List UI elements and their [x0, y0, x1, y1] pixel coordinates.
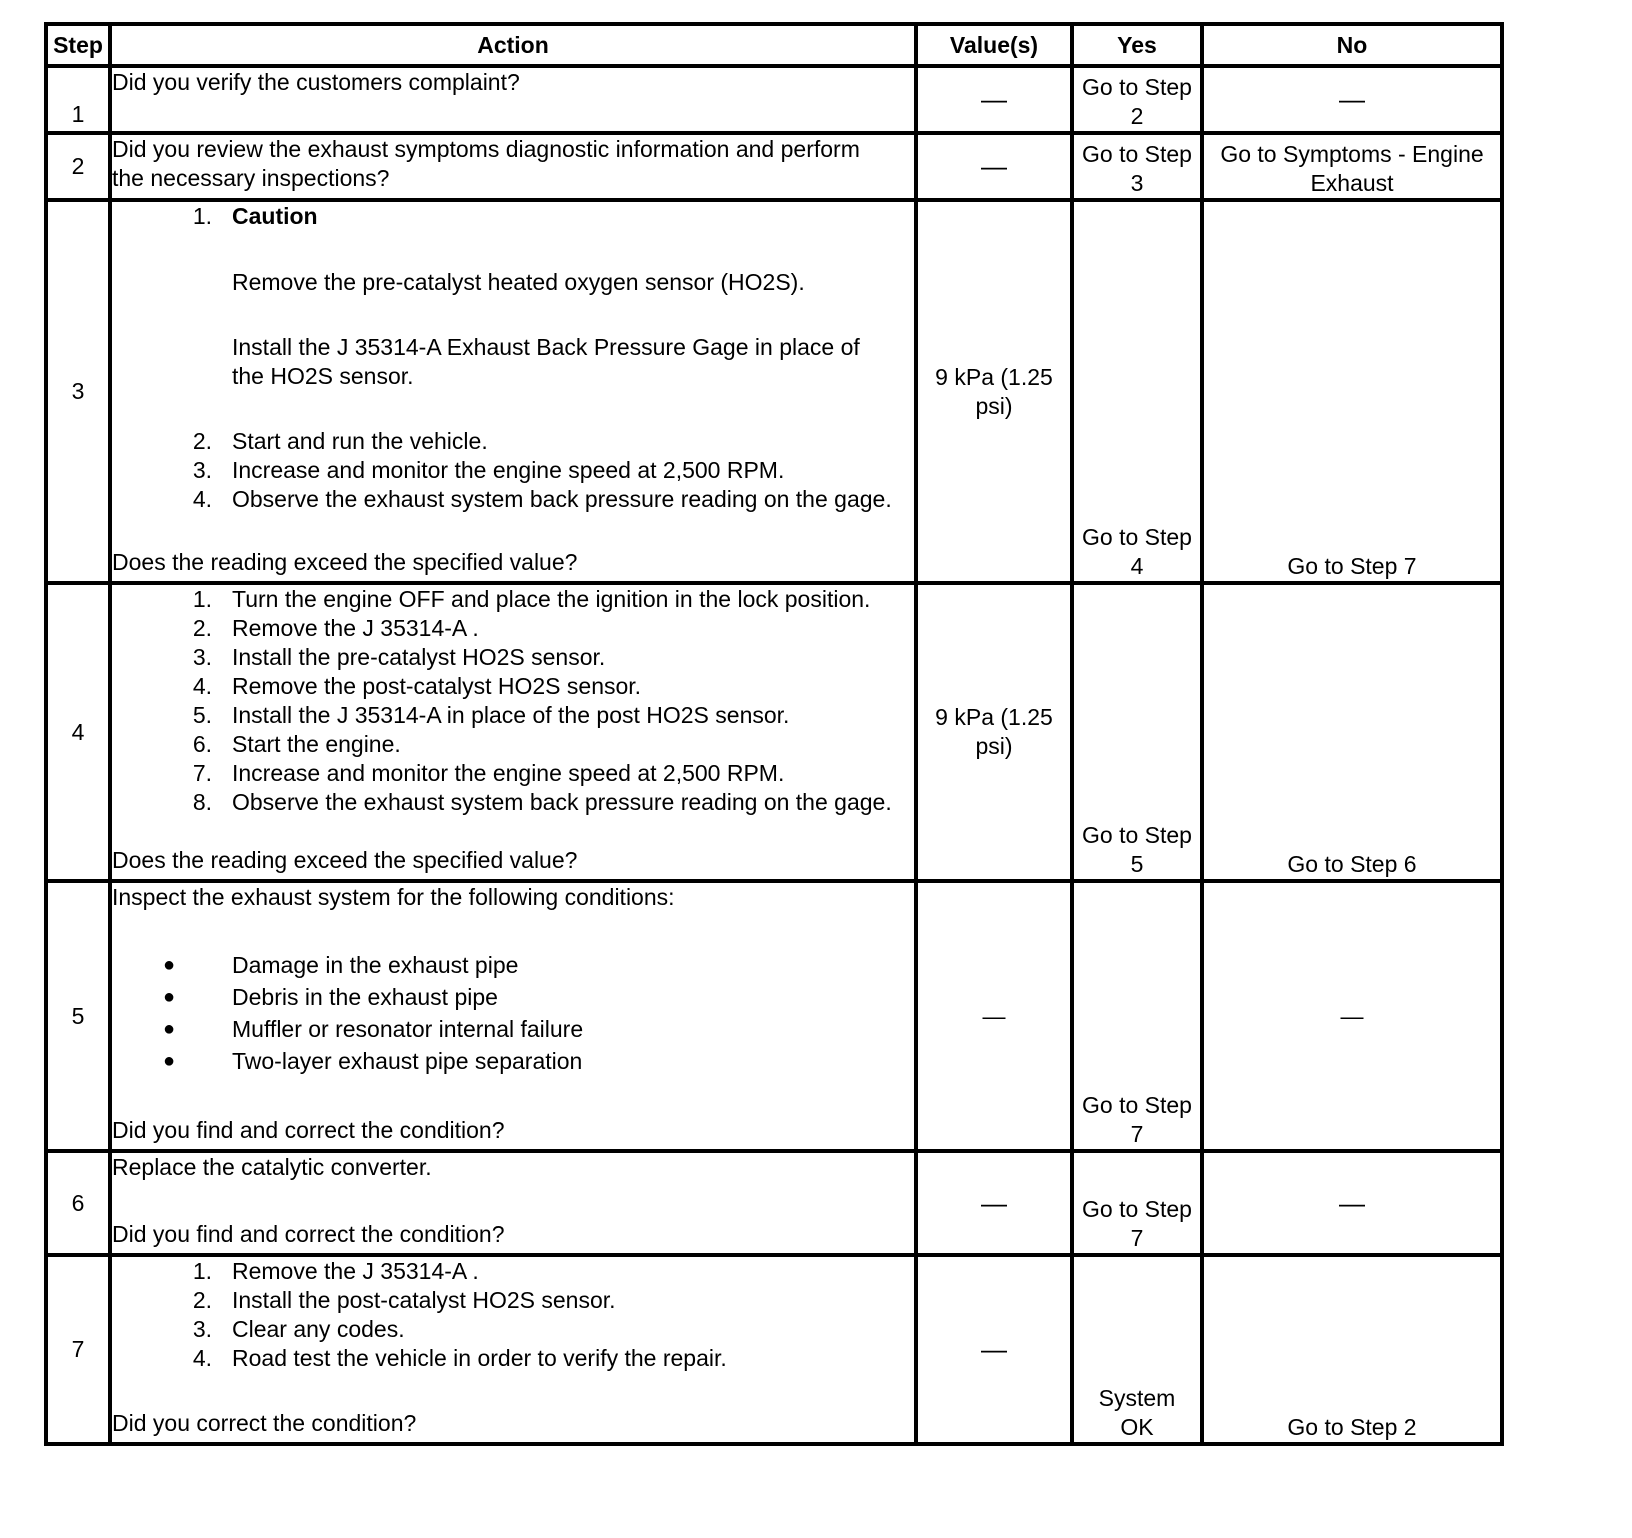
no-cell: Go to Step 7	[1202, 200, 1502, 583]
table-row	[46, 881, 1502, 1151]
caution-heading: Caution	[232, 203, 318, 229]
list-item: 1. Caution	[112, 202, 914, 231]
bullet-list	[112, 949, 914, 1077]
header-no: No	[1202, 24, 1502, 66]
list-item: ● Debris in the exhaust pipe	[162, 983, 498, 1010]
table-row	[46, 1151, 1502, 1255]
list-item: ● Two-layer exhaust pipe separation	[162, 1047, 583, 1074]
value-cell: —	[916, 881, 1072, 1151]
caution-body: Remove the pre-catalyst heated oxygen sensor (HO2S). Install the J 35314-A Exhaust Back Pressure Gage in place of the HO2S sensor.	[232, 269, 860, 389]
list-item: 4. Observe the exhaust system back pressure reading on the gage.	[192, 486, 892, 512]
step-number: 4	[46, 583, 110, 881]
list-item: 3. Clear any codes.	[192, 1316, 405, 1342]
yes-cell: Go to Step 5	[1072, 583, 1202, 881]
no-cell: —	[1202, 66, 1502, 133]
yes-cell: Go to Step 4	[1072, 200, 1202, 583]
action-cell	[110, 1151, 916, 1255]
list-item: 1. Turn the engine OFF and place the ignition in the lock position.	[192, 586, 871, 612]
header-values: Value(s)	[916, 24, 1072, 66]
action-question: Did you find and correct the condition?	[112, 1221, 505, 1247]
yes-cell: Go to Step 3	[1072, 133, 1202, 200]
action-cell	[110, 583, 916, 881]
action-cell	[110, 66, 916, 133]
numbered-list	[112, 585, 914, 817]
action-cell	[110, 200, 916, 583]
diagnostic-table	[44, 22, 1504, 1446]
table-row	[46, 583, 1502, 881]
value-cell: 9 kPa (1.25 psi)	[916, 583, 1072, 881]
step-number: 2	[46, 133, 110, 200]
list-item: 8. Observe the exhaust system back pressure reading on the gage.	[192, 789, 892, 815]
action-question: Did you find and correct the condition?	[112, 1117, 505, 1143]
action-question: Does the reading exceed the specified value?	[112, 847, 578, 873]
table-row	[46, 66, 1502, 133]
value-cell: —	[916, 133, 1072, 200]
value-cell: 9 kPa (1.25 psi)	[916, 200, 1072, 583]
list-item: 7. Increase and monitor the engine speed at 2,500 RPM.	[192, 760, 785, 786]
yes-cell: Go to Step 7	[1072, 881, 1202, 1151]
value-cell: —	[916, 66, 1072, 133]
numbered-list	[112, 202, 914, 231]
yes-cell: Go to Step 2	[1072, 66, 1202, 133]
list-item: 1. Remove the J 35314-A .	[192, 1258, 479, 1284]
action-cell	[110, 881, 916, 1151]
no-cell: Go to Step 2	[1202, 1255, 1502, 1444]
table-row	[46, 1255, 1502, 1444]
step-number: 5	[46, 881, 110, 1151]
numbered-list	[112, 427, 914, 514]
list-item: 2. Start and run the vehicle.	[192, 428, 488, 454]
list-item: 4. Remove the post-catalyst HO2S sensor.	[192, 673, 642, 699]
no-cell: Go to Step 6	[1202, 583, 1502, 881]
header-action: Action	[110, 24, 916, 66]
yes-cell: System OK	[1072, 1255, 1202, 1444]
no-cell: —	[1202, 1151, 1502, 1255]
action-intro: Replace the catalytic converter.	[112, 1154, 432, 1180]
action-cell	[110, 1255, 916, 1444]
no-cell: —	[1202, 881, 1502, 1151]
action-cell	[110, 133, 916, 200]
list-item: 5. Install the J 35314-A in place of the post HO2S sensor.	[192, 702, 790, 728]
value-cell: —	[916, 1151, 1072, 1255]
header-yes: Yes	[1072, 24, 1202, 66]
table-row	[46, 200, 1502, 583]
step-number: 1	[46, 66, 110, 133]
action-intro: Inspect the exhaust system for the following conditions:	[112, 884, 675, 910]
action-question: Did you verify the customers complaint?	[112, 69, 520, 95]
action-question: the necessary inspections?	[112, 165, 390, 191]
action-question: Did you correct the condition?	[112, 1410, 417, 1436]
list-item: 3. Install the pre-catalyst HO2S sensor.	[192, 644, 606, 670]
table-row	[46, 133, 1502, 200]
no-cell: Go to Symptoms - Engine Exhaust	[1202, 133, 1502, 200]
list-item: 3. Increase and monitor the engine speed at 2,500 RPM.	[192, 457, 785, 483]
header-step: Step	[46, 24, 110, 66]
diagnostic-sheet	[44, 22, 1504, 1446]
action-question: Does the reading exceed the specified value?	[112, 549, 578, 575]
list-item: 4. Road test the vehicle in order to verify the repair.	[192, 1345, 727, 1371]
step-number: 6	[46, 1151, 110, 1255]
list-item: 2. Install the post-catalyst HO2S sensor.	[192, 1287, 616, 1313]
numbered-list	[112, 1257, 914, 1373]
list-item: 2. Remove the J 35314-A .	[192, 615, 479, 641]
list-item: 6. Start the engine.	[192, 731, 401, 757]
list-item: ● Muffler or resonator internal failure	[162, 1015, 584, 1042]
step-number: 7	[46, 1255, 110, 1444]
step-number: 3	[46, 200, 110, 583]
action-question: Did you review the exhaust symptoms diagnostic information and perform	[112, 136, 860, 162]
header-row	[46, 24, 1502, 66]
value-cell: —	[916, 1255, 1072, 1444]
yes-cell: Go to Step 7	[1072, 1151, 1202, 1255]
list-item: ● Damage in the exhaust pipe	[162, 951, 519, 978]
